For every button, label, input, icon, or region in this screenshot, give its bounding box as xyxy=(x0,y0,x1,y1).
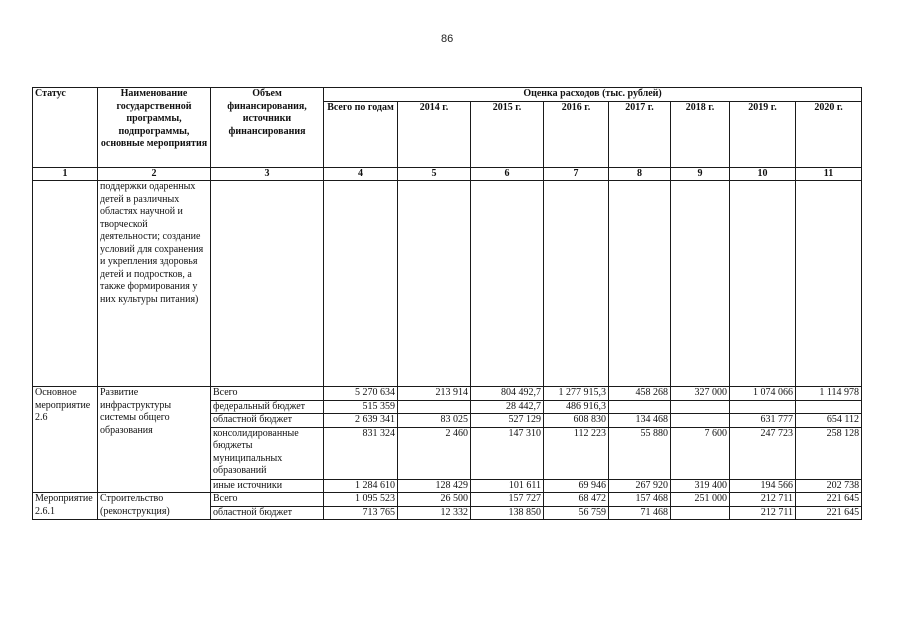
financing-source: иные источники xyxy=(211,479,324,493)
cell-value: 138 850 xyxy=(471,506,544,520)
cell-value: 112 223 xyxy=(544,427,609,479)
cell-value: 7 600 xyxy=(671,427,730,479)
cell-value: 83 025 xyxy=(398,414,471,428)
header-year: 2018 г. xyxy=(671,101,730,167)
cell-value: 202 738 xyxy=(796,479,862,493)
cell-value: 55 880 xyxy=(609,427,671,479)
cell-value: 101 611 xyxy=(471,479,544,493)
cell-total: 713 765 xyxy=(324,506,398,520)
cell-value: 327 000 xyxy=(671,387,730,401)
continuation-text: поддержки одаренных детей в различных областях научной и творческой деятельности; создание условий для сохранения и укрепления здоровья детей и подростков, а также формирования у них культуры питания) xyxy=(98,181,211,387)
cell-value: 1 074 066 xyxy=(730,387,796,401)
cell-value: 458 268 xyxy=(609,387,671,401)
header-year: 2014 г. xyxy=(398,101,471,167)
cell-value: 68 472 xyxy=(544,493,609,507)
cell-value: 26 500 xyxy=(398,493,471,507)
table-row xyxy=(33,387,862,401)
header-year: 2017 г. xyxy=(609,101,671,167)
cell-total: 831 324 xyxy=(324,427,398,479)
header-year: 2020 г. xyxy=(796,101,862,167)
cell-value xyxy=(671,400,730,414)
financing-source: областной бюджет xyxy=(211,506,324,520)
financing-source: областной бюджет xyxy=(211,414,324,428)
cell-value: 258 128 xyxy=(796,427,862,479)
header-year: 2016 г. xyxy=(544,101,609,167)
cell-value: 157 468 xyxy=(609,493,671,507)
column-number: 6 xyxy=(471,167,544,181)
cell-value: 247 723 xyxy=(730,427,796,479)
cell-value: 251 000 xyxy=(671,493,730,507)
cell-value: 221 645 xyxy=(796,493,862,507)
column-number: 4 xyxy=(324,167,398,181)
cell-value xyxy=(730,400,796,414)
measure-name: Строительство (реконструкция) xyxy=(98,493,211,520)
continuation-row xyxy=(33,181,862,387)
cell-value: 194 566 xyxy=(730,479,796,493)
cell-value: 12 332 xyxy=(398,506,471,520)
cell-value: 804 492,7 xyxy=(471,387,544,401)
measure-status: Мероприятие 2.6.1 xyxy=(33,493,98,520)
header-estimate: Оценка расходов (тыс. рублей) xyxy=(324,88,862,102)
cell-value: 212 711 xyxy=(730,506,796,520)
header-year: 2015 г. xyxy=(471,101,544,167)
cell-value: 212 711 xyxy=(730,493,796,507)
header-financing: Объем финансирования, источники финансирования xyxy=(211,88,324,168)
financing-source: Всего xyxy=(211,493,324,507)
cell-value: 654 112 xyxy=(796,414,862,428)
cell-value: 56 759 xyxy=(544,506,609,520)
table-row xyxy=(33,493,862,507)
header-program: Наименование государственной программы, подпрограммы, основные мероприятия xyxy=(98,88,211,168)
financing-source: консолидированные бюджеты муниципальных образований xyxy=(211,427,324,479)
cell-total: 2 639 341 xyxy=(324,414,398,428)
cell-value: 608 830 xyxy=(544,414,609,428)
cell-total: 1 095 523 xyxy=(324,493,398,507)
cell-total: 515 359 xyxy=(324,400,398,414)
cell-value: 147 310 xyxy=(471,427,544,479)
column-number: 10 xyxy=(730,167,796,181)
header-total: Всего по годам xyxy=(324,101,398,167)
cell-value: 157 727 xyxy=(471,493,544,507)
cell-value: 213 914 xyxy=(398,387,471,401)
column-number: 7 xyxy=(544,167,609,181)
header-year: 2019 г. xyxy=(730,101,796,167)
financing-source: федеральный бюджет xyxy=(211,400,324,414)
cell-value: 28 442,7 xyxy=(471,400,544,414)
cell-value: 631 777 xyxy=(730,414,796,428)
column-number: 5 xyxy=(398,167,471,181)
column-number: 8 xyxy=(609,167,671,181)
cell-total: 5 270 634 xyxy=(324,387,398,401)
financing-source: Всего xyxy=(211,387,324,401)
cell-value xyxy=(671,506,730,520)
column-number: 2 xyxy=(98,167,211,181)
cell-value: 267 920 xyxy=(609,479,671,493)
column-number: 9 xyxy=(671,167,730,181)
measure-status: Основное мероприятие 2.6 xyxy=(33,387,98,493)
cell-value: 2 460 xyxy=(398,427,471,479)
cell-value: 71 468 xyxy=(609,506,671,520)
cell-value: 527 129 xyxy=(471,414,544,428)
header-status: Статус xyxy=(33,88,98,168)
cell-value: 128 429 xyxy=(398,479,471,493)
cell-value xyxy=(671,414,730,428)
cell-total: 1 284 610 xyxy=(324,479,398,493)
column-number: 3 xyxy=(211,167,324,181)
cell-value: 319 400 xyxy=(671,479,730,493)
cell-value xyxy=(609,400,671,414)
cell-value: 1 277 915,3 xyxy=(544,387,609,401)
column-number: 11 xyxy=(796,167,862,181)
column-number: 1 xyxy=(33,167,98,181)
cell-value: 134 468 xyxy=(609,414,671,428)
page-number: 86 xyxy=(441,33,454,45)
expenditure-table xyxy=(32,87,862,520)
measure-name: Развитие инфраструктуры системы общего образования xyxy=(98,387,211,493)
cell-value: 221 645 xyxy=(796,506,862,520)
cell-value: 486 916,3 xyxy=(544,400,609,414)
cell-value: 1 114 978 xyxy=(796,387,862,401)
cell-value xyxy=(398,400,471,414)
column-number-row xyxy=(33,167,862,181)
cell-value: 69 946 xyxy=(544,479,609,493)
cell-value xyxy=(796,400,862,414)
